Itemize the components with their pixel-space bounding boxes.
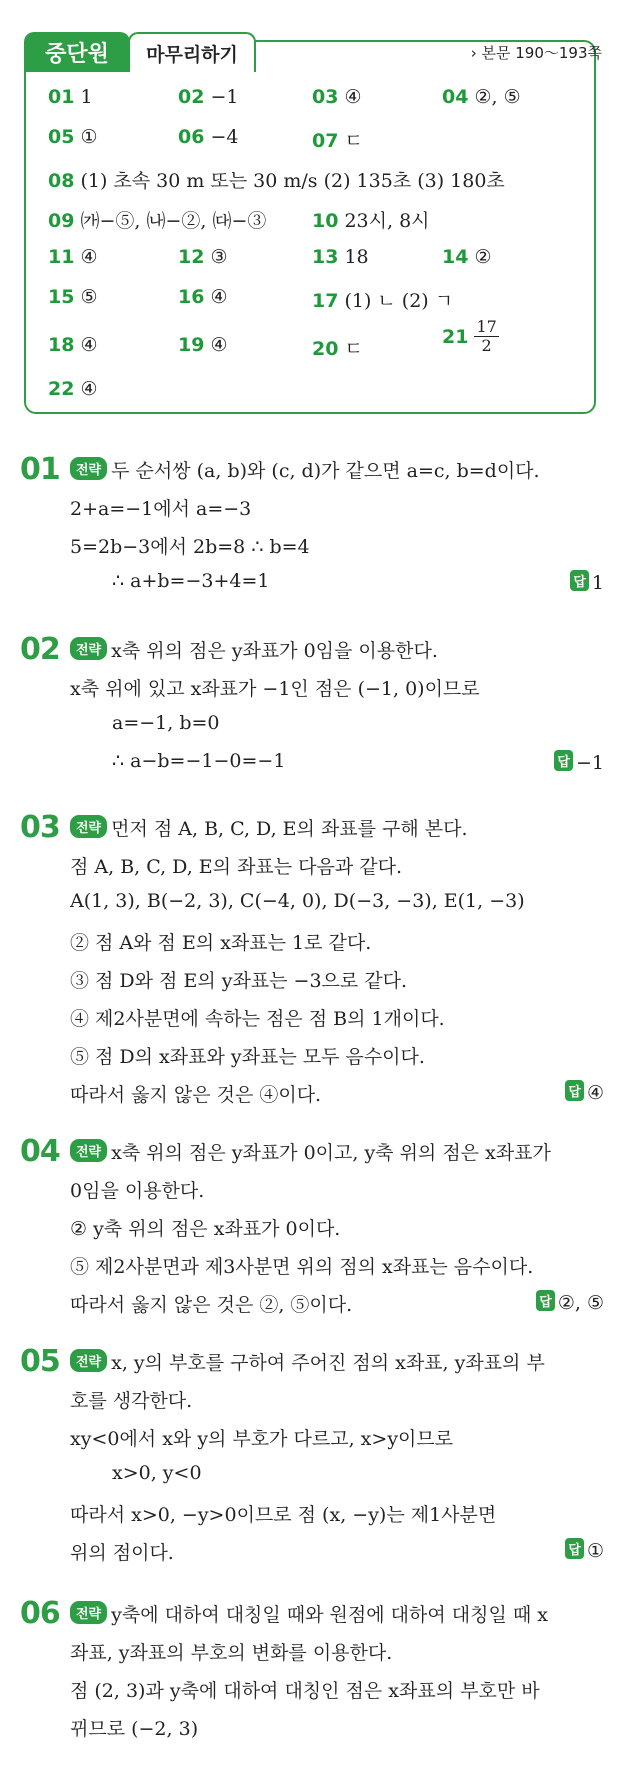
answer-item: 22 ④ [48,378,98,400]
strategy-line-cont: 좌표, y좌표의 부호의 변화를 이용한다. [70,1642,393,1664]
solution-line: ③ 점 D와 점 E의 y좌표는 −3으로 같다. [70,970,408,992]
solution-line: ∴ a−b=−1−0=−1 [112,750,286,772]
solution-number: 02 [20,632,60,667]
solution-number: 05 [20,1344,60,1379]
answer-badge: 답 [536,1290,555,1311]
strategy-line: 전략 x, y의 부호를 구하여 주어진 점의 x좌표, y좌표의 부 [70,1348,545,1375]
solution-line: ② y축 위의 점은 x좌표가 0이다. [70,1218,341,1240]
answer-item: 18 ④ [48,334,98,356]
answer-mark: 답 ②, ⑤ [536,1290,604,1314]
chevron-right-icon: › [470,44,477,62]
solution-line: x축 위에 있고 x좌표가 −1인 점은 (−1, 0)이므로 [70,678,480,700]
answer-mark: 답 1 [570,570,604,594]
strategy-line: 전략 x축 위의 점은 y좌표가 0임을 이용한다. [70,636,438,663]
strategy-line-cont: 0임을 이용한다. [70,1180,205,1202]
fraction: $\frac{17}{2}$ [476,317,497,355]
answer-item: 13 18 [312,246,369,268]
answer-badge: 답 [565,1538,584,1559]
strategy-line: 전략 y축에 대하여 대칭일 때와 원점에 대하여 대칭일 때 x [70,1600,548,1627]
solution-line: 따라서 옳지 않은 것은 ②, ⑤이다. [70,1294,353,1316]
answer-item: 02 −1 [178,86,239,108]
answer-item: 01 1 [48,86,93,108]
strategy-badge: 전략 [70,815,107,838]
answer-mark: 답 −1 [554,750,604,774]
solution-number: 03 [20,810,60,845]
solution-line: a=−1, b=0 [112,712,220,734]
solution-line: A(1, 3), B(−2, 3), C(−4, 0), D(−3, −3), E(1, −3) [70,890,525,912]
answer-item: 17 (1) ㄴ (2) ㄱ [312,290,454,312]
answer-item: 15 ⑤ [48,286,98,308]
answer-mark: 답 ① [565,1538,604,1562]
answer-item: 05 ① [48,126,98,148]
answer-item: 10 23시, 8시 [312,210,430,232]
solution-line: 점 (2, 3)과 y축에 대하여 대칭인 점은 x좌표의 부호만 바 [70,1680,540,1702]
solution-number: 01 [20,452,60,487]
answer-item: 11 ④ [48,246,98,268]
answer-item: 04 ②, ⑤ [442,86,521,108]
answer-item: 21 $\frac{17}{2}$ [442,317,497,355]
answer-item: 06 −4 [178,126,239,148]
page-reference-text: 본문 190～193쪽 [481,44,602,62]
strategy-badge: 전략 [70,1349,107,1372]
solution-line: 따라서 옳지 않은 것은 ④이다. [70,1084,322,1106]
solution-number: 04 [20,1134,60,1169]
solution-line: 위의 점이다. [70,1542,174,1564]
answer-item: 20 ㄷ [312,338,363,360]
solution-line: ∴ a+b=−3+4=1 [112,570,270,592]
answer-badge: 답 [565,1080,584,1101]
section-tab-subtitle: 마무리하기 [128,32,256,72]
answer-mark: 답 ④ [565,1080,604,1104]
strategy-badge: 전략 [70,1139,107,1162]
solution-line: ④ 제2사분면에 속하는 점은 점 B의 1개이다. [70,1008,445,1030]
page-reference [471,42,602,63]
section-tab-title: 중단원 [24,32,130,72]
strategy-line-cont: 호를 생각한다. [70,1390,193,1412]
answer-item: 08 (1) 초속 30 m 또는 30 m/s (2) 135초 (3) 180초 [48,170,505,192]
solution-line: ② 점 A와 점 E의 x좌표는 1로 같다. [70,932,372,954]
solution-line: 따라서 x>0, −y>0이므로 점 (x, −y)는 제1사분면 [70,1504,497,1526]
answer-item: 09 ㈎−⑤, ㈏−②, ㈐−③ [48,210,267,232]
answer-item: 12 ③ [178,246,228,268]
answer-badge: 답 [570,570,589,591]
strategy-line: 전략 먼저 점 A, B, C, D, E의 좌표를 구해 본다. [70,814,468,841]
answer-item: 07 ㄷ [312,130,363,152]
answer-item: 19 ④ [178,334,228,356]
solution-line: ⑤ 점 D의 x좌표와 y좌표는 모두 음수이다. [70,1046,425,1068]
strategy-badge: 전략 [70,457,107,480]
solution-line: 2+a=−1에서 a=−3 [70,498,252,520]
solution-line: 점 A, B, C, D, E의 좌표는 다음과 같다. [70,856,403,878]
solution-number: 06 [20,1596,60,1631]
solution-line: 뀌므로 (−2, 3) [70,1718,199,1740]
strategy-line: 전략 x축 위의 점은 y좌표가 0이고, y축 위의 점은 x좌표가 [70,1138,551,1165]
solution-line: 5=2b−3에서 2b=8 ∴ b=4 [70,536,310,558]
strategy-line: 전략 두 순서쌍 (a, b)와 (c, d)가 같으면 a=c, b=d이다. [70,456,540,483]
answer-item: 16 ④ [178,286,228,308]
answer-badge: 답 [554,750,573,771]
strategy-badge: 전략 [70,637,107,660]
strategy-badge: 전략 [70,1601,107,1624]
solution-line: ⑤ 제2사분면과 제3사분면 위의 점의 x좌표는 음수이다. [70,1256,534,1278]
solution-line: xy<0에서 x와 y의 부호가 다르고, x>y이므로 [70,1428,454,1450]
answer-item: 14 ② [442,246,492,268]
solution-line: x>0, y<0 [112,1462,202,1484]
answer-item: 03 ④ [312,86,362,108]
